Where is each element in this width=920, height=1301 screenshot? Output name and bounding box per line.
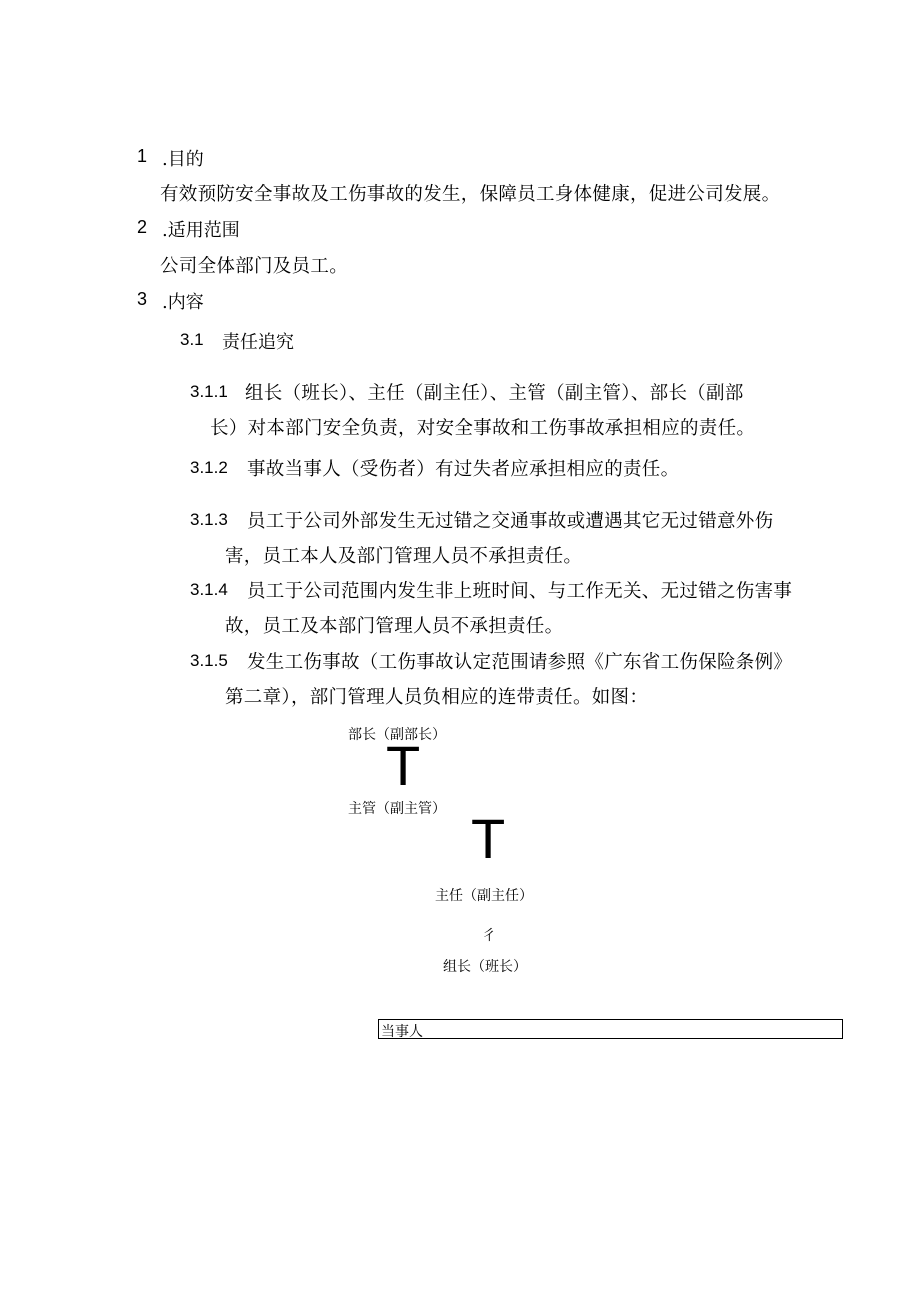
chart-connector: T: [471, 807, 506, 870]
clause-text: 员工于公司外部发生无过错之交通事故或遭遇其它无过错意外伤: [247, 511, 774, 532]
clause-text: 发生工伤事故（工伤事故认定范围请参照《广东省工伤保险条例》: [247, 652, 793, 673]
section-2-title: .适用范围: [162, 220, 240, 241]
clause-text: 员工于公司范围内发生非上班时间、与工作无关、无过错之伤害事: [247, 581, 793, 602]
clause-text: 害，员工本人及部门管理人员不承担责任。: [225, 546, 583, 567]
clause-text: 事故当事人（受伤者）有过失者应承担相应的责任。: [247, 459, 680, 480]
clause-text: 第二章），部门管理人员负相应的连带责任。如图：: [225, 687, 649, 708]
chart-connector: 彳: [482, 928, 496, 944]
subsection-number: 3.1: [180, 330, 204, 349]
chart-label-team-leader: 组长（班长）: [443, 959, 527, 975]
subsection-title: 责任追究: [222, 332, 294, 353]
clause-number: 3.1.3: [190, 510, 228, 529]
section-2-number: 2: [137, 217, 148, 237]
chart-connector: T: [386, 734, 421, 797]
section-1-title: .目的: [162, 149, 204, 170]
clause-text: 故，员工及本部门管理人员不承担责任。: [225, 616, 564, 637]
section-1-body: 有效预防安全事故及工伤事故的发生，保障员工身体健康，促进公司发展。: [160, 184, 781, 205]
clause-number: 3.1.1: [190, 382, 228, 401]
clause-text: 长）对本部门安全负责，对安全事故和工伤事故承担相应的责任。: [210, 418, 756, 439]
chart-label-minister: 部长（副部长）: [348, 727, 446, 743]
clause-number: 3.1.4: [190, 580, 228, 599]
party-box-label: 当事人: [381, 1024, 423, 1040]
section-3-number: 3: [137, 289, 148, 309]
section-3-title: .内容: [162, 292, 204, 313]
clause-number: 3.1.2: [190, 458, 228, 477]
section-1-number: 1: [137, 146, 148, 166]
section-2-body: 公司全体部门及员工。: [160, 256, 349, 277]
chart-label-director: 主任（副主任）: [435, 888, 533, 904]
clause-number: 3.1.5: [190, 651, 228, 670]
chart-label-supervisor: 主管（副主管）: [348, 801, 446, 817]
clause-text: 组长（班长）、主任（副主任）、主管（副主管）、部长（副部: [245, 383, 744, 404]
party-box: [378, 1019, 843, 1039]
